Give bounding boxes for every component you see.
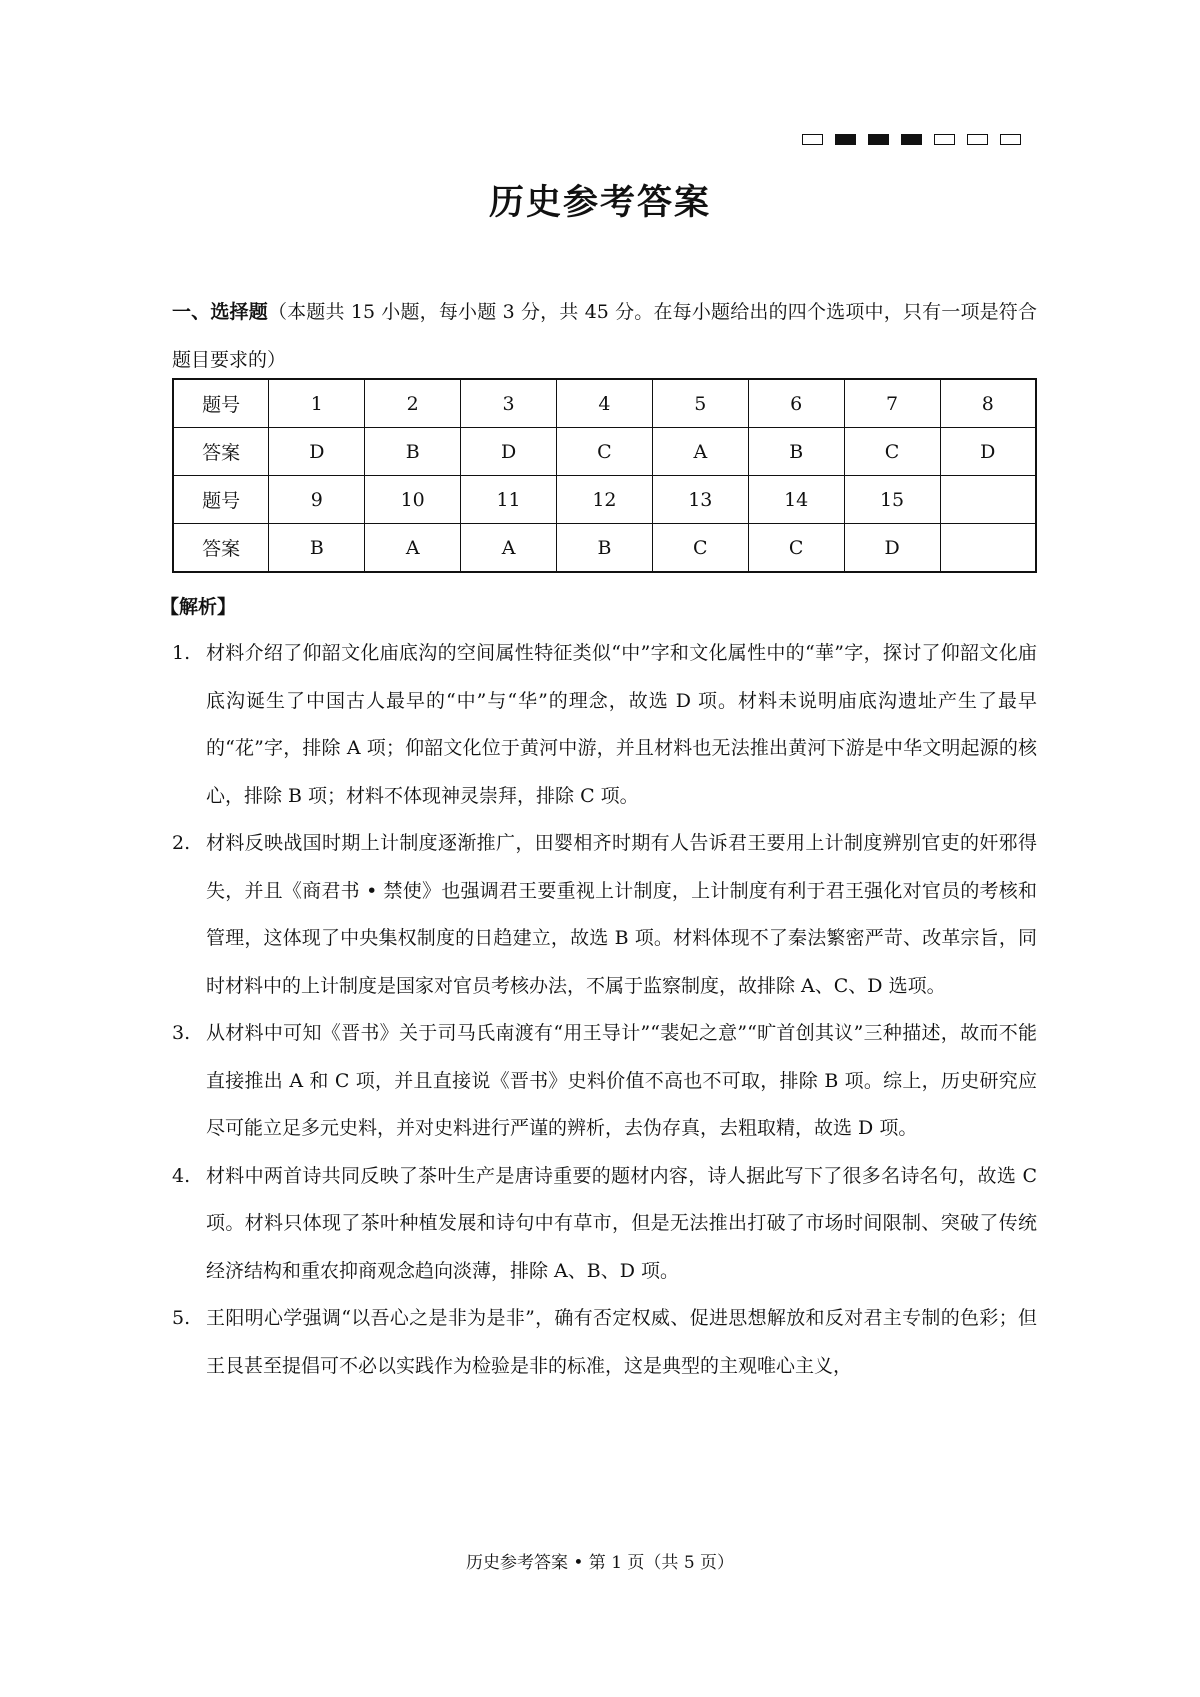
table-cell: 1 [269, 379, 365, 428]
item-number: 5. [172, 1307, 191, 1329]
row-label: 题号 [173, 476, 269, 524]
table-cell: D [461, 428, 557, 476]
table-row [173, 524, 1036, 573]
table-cell: 10 [365, 476, 461, 524]
analysis-heading: 【解析】 [160, 596, 237, 618]
table-cell: C [652, 524, 748, 573]
item-text: 材料反映战国时期上计制度逐渐推广，田婴相齐时期有人告诉君王要用上计制度辨别官吏的奸邪得失，并且《商君书 • 禁使》也强调君王要重视上计制度，上计制度有利于君王强化对官员的考核和管理，这体现了中央集权制度的日趋建立，故选 B 项。材料体现不了秦法繁密严苛、改革宗旨，同时材料中的上计制度是国家对官员考核办法，不属于监察制度，故排除 A、C、D 选项。 [206, 832, 1037, 997]
item-number: 4. [172, 1164, 191, 1187]
page-footer: 历史参考答案 • 第 1 页（共 5 页） [465, 1553, 735, 1573]
table-cell: 4 [557, 379, 653, 428]
table-cell: D [940, 428, 1036, 476]
table-cell: A [365, 524, 461, 573]
table-cell: D [269, 428, 365, 476]
table-cell: A [461, 524, 557, 573]
section-description: （本题共 15 小题，每小题 3 分，共 45 分。在每小题给出的四个选项中，只有一项是符合题目要求的） [172, 301, 1037, 371]
table-cell: B [748, 428, 844, 476]
table-cell [940, 476, 1036, 524]
table-row [173, 476, 1036, 524]
item-text: 王阳明心学强调“以吾心之是非为是非”，确有否定权威、促进思想解放和反对君主专制的色彩；但王艮甚至提倡可不必以实践作为检验是非的标准，这是典型的主观唯心主义， [206, 1307, 1037, 1377]
row-label: 答案 [173, 524, 269, 573]
table-cell: 12 [557, 476, 653, 524]
marker-box [802, 134, 823, 145]
table-cell: 13 [652, 476, 748, 524]
item-text: 从材料中可知《晋书》关于司马氏南渡有“用王导计”“裴妃之意”“旷首创其议”三种描述，故而不能直接推出 A 和 C 项，并且直接说《晋书》史料价值不高也不可取，排除 B 项。综上，历史研究应尽可能立足多元史料，并对史料进行严谨的辨析，去伪存真，去粗取精，故选 D 项。 [206, 1022, 1037, 1139]
table-row [173, 428, 1036, 476]
item-number: 3. [172, 1022, 191, 1044]
table-cell: 14 [748, 476, 844, 524]
analysis-item [172, 820, 1037, 1010]
marker-box [868, 134, 889, 145]
table-cell: 15 [844, 476, 940, 524]
analysis-item [172, 1295, 1037, 1390]
row-label: 题号 [173, 379, 269, 428]
page-title: 历史参考答案 [488, 182, 711, 223]
analysis-item [172, 1010, 1037, 1153]
table-cell: D [844, 524, 940, 573]
table-cell: 2 [365, 379, 461, 428]
page-marker-boxes [802, 134, 1021, 145]
table-cell: C [748, 524, 844, 573]
table-row [173, 379, 1036, 428]
section-intro [172, 288, 1037, 384]
table-cell: A [652, 428, 748, 476]
section-heading: 一、选择题 [172, 301, 268, 323]
marker-box [934, 134, 955, 145]
marker-box [901, 134, 922, 145]
table-cell: B [557, 524, 653, 573]
table-cell: 6 [748, 379, 844, 428]
item-text: 材料中两首诗共同反映了茶叶生产是唐诗重要的题材内容，诗人据此写下了很多名诗名句，故选 C 项。材料只体现了茶叶种植发展和诗句中有草市，但是无法推出打破了市场时间限制、突破了传统经济结构和重农抑商观念趋向淡薄，排除 A、B、D 项。 [206, 1164, 1037, 1282]
item-text: 材料介绍了仰韶文化庙底沟的空间属性特征类似“中”字和文化属性中的“華”字，探讨了仰韶文化庙底沟诞生了中国古人最早的“中”与“华”的理念，故选 D 项。材料未说明庙底沟遗址产生了最早的“花”字，排除 A 项；仰韶文化位于黄河中游，并且材料也无法推出黄河下游是中华文明起源的核心，排除 B 项；材料不体现神灵崇拜，排除 C 项。 [206, 642, 1037, 807]
table-cell: 5 [652, 379, 748, 428]
table-cell: 7 [844, 379, 940, 428]
table-cell: B [365, 428, 461, 476]
table-cell: 9 [269, 476, 365, 524]
item-number: 2. [172, 832, 191, 854]
table-cell: 8 [940, 379, 1036, 428]
table-cell: 11 [461, 476, 557, 524]
marker-box [967, 134, 988, 145]
analysis-item [172, 1153, 1037, 1296]
table-cell [940, 524, 1036, 573]
item-number: 1. [172, 642, 191, 664]
analysis-item [172, 630, 1037, 820]
answer-table [172, 378, 1037, 573]
analysis-list [172, 630, 1037, 1390]
table-cell: C [557, 428, 653, 476]
table-cell: 3 [461, 379, 557, 428]
marker-box [1000, 134, 1021, 145]
marker-box [835, 134, 856, 145]
row-label: 答案 [173, 428, 269, 476]
table-cell: C [844, 428, 940, 476]
table-cell: B [269, 524, 365, 573]
